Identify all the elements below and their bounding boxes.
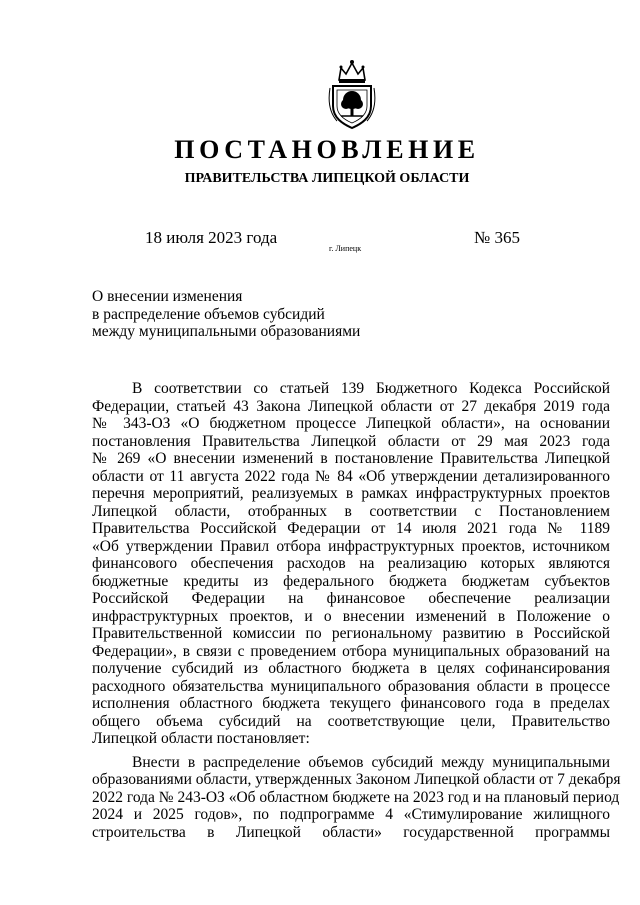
body-line: 2024 и 2025 годов», по подпрограмме 4 «Стимулирование жилищного xyxy=(92,806,610,823)
body-line: № 343-ОЗ «О бюджетном процессе Липецкой области», на основании xyxy=(92,415,610,432)
body-line: исполнения областного бюджета текущего финансового года в пределах xyxy=(92,695,610,712)
body-line: бюджетные кредиты из федерального бюджета бюджетам субъектов xyxy=(92,572,610,590)
document-body xyxy=(92,380,621,841)
preamble-paragraph xyxy=(92,380,610,748)
body-line: Правительства Российской Федерации от 14 июля 2021 года № 1189 xyxy=(92,520,610,537)
document-subject xyxy=(92,288,392,341)
body-line: образованиями области, утвержденных Законом Липецкой области от 7 декабря xyxy=(92,771,621,788)
body-line: Липецкой области постановляет: xyxy=(92,730,310,747)
body-line: «Об утверждении Правил отбора инфраструктурных проектов, источником xyxy=(92,537,610,555)
document-date: 18 июля 2023 года xyxy=(145,228,278,247)
city-label: г. Липецк xyxy=(329,244,362,253)
body-line: получение субсидий из областного бюджета в целях софинансирования xyxy=(92,660,610,677)
issuer-name: ПРАВИТЕЛЬСТВА ЛИПЕЦКОЙ ОБЛАСТИ xyxy=(184,171,470,186)
document-number: № 365 xyxy=(474,228,520,247)
body-line: постановления Правительства Липецкой области от 29 мая 2023 года xyxy=(92,432,610,450)
body-line: Федерации, статьей 43 Закона Липецкой области от 27 декабря 2019 года xyxy=(92,397,610,415)
body-line: инфраструктурных проектов, и о внесении изменений в Положение о xyxy=(92,607,610,625)
body-line: В соответствии со статьей 139 Бюджетного Кодекса Российской xyxy=(132,380,610,397)
subject-line: О внесении изменения xyxy=(92,288,243,305)
body-line: перечня мероприятий, реализуемых в рамках инфраструктурных проектов xyxy=(92,485,610,502)
body-line: общего объема субсидий на соответствующие цели, Правительство xyxy=(92,712,610,730)
body-line: финансового обеспечения расходов на реализацию которых являются xyxy=(92,555,610,572)
body-line: 2022 года № 243-ОЗ «Об областном бюджете на 2023 год и на плановый период xyxy=(92,788,620,806)
body-line: № 269 «О внесении изменений в постановление Правительства Липецкой xyxy=(92,450,610,467)
body-line: Липецкой области, отобранных в соответствии с Постановлением xyxy=(92,502,610,520)
body-line: строительства в Липецкой области» государственной программы xyxy=(92,823,610,841)
coat-of-arms-emblem xyxy=(327,58,377,130)
body-line: расходного обязательства муниципального образования области в процессе xyxy=(92,677,610,695)
subject-line: в распределение объемов субсидий xyxy=(92,305,325,323)
body-line: Федерации», в связи с проведением отбора муниципальных образований на xyxy=(92,642,610,660)
document-title: ПОСТАНОВЛЕНИЕ xyxy=(174,135,480,164)
subject-line: между муниципальными образованиями xyxy=(92,323,361,340)
body-line: Внести в распределение объемов субсидий между муниципальными xyxy=(132,753,610,771)
body-line: области от 11 августа 2022 года № 84 «Об утверждении детализированного xyxy=(92,467,610,485)
body-line: Правительственной комиссии по региональному развитию в Российской xyxy=(92,625,610,642)
resolution-paragraph xyxy=(92,753,621,842)
body-line: Российской Федерации на финансовое обеспечение реализации xyxy=(92,590,610,607)
